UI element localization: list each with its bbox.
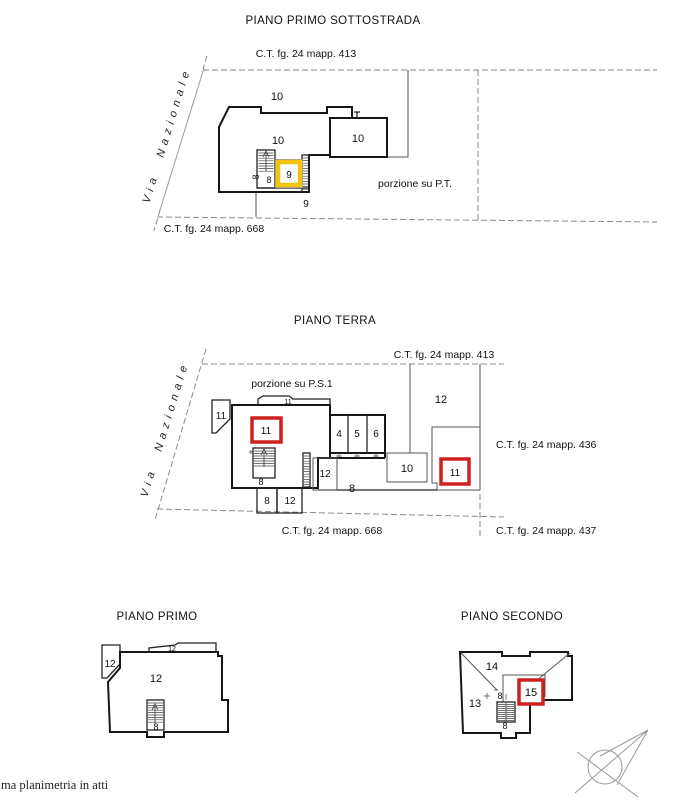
room-label-10-main: 10 — [271, 135, 285, 147]
plan-title: PIANO SECONDO — [460, 611, 564, 623]
room-label-11-highlight: 11 — [260, 426, 272, 437]
portion-label: porzione su P.T. — [378, 178, 452, 190]
room-label-8-upper: 8 — [497, 691, 503, 701]
room-label-12-main: 12 — [149, 673, 163, 685]
parcel-label-437: C.T. fg. 24 mapp. 437 — [496, 525, 597, 537]
building-tab — [258, 396, 330, 405]
roof-slope-lines — [461, 653, 570, 690]
stair-direction-arrow-icon — [261, 449, 267, 467]
plan-title: PIANO PRIMO SOTTOSTRADA — [245, 15, 421, 27]
room-label-15-highlight: 15 — [524, 687, 538, 699]
parcel-label-436: C.T. fg. 24 mapp. 436 — [496, 439, 597, 451]
room-label-8-rotated: 8 — [251, 174, 261, 180]
plan-secondo — [460, 611, 572, 738]
room-label-11-nook: 11 — [215, 411, 227, 422]
plan-title: PIANO TERRA — [293, 315, 377, 327]
parcel-label-668: C.T. fg. 24 mapp. 668 — [163, 223, 265, 235]
room-label-13: 13 — [468, 698, 482, 710]
parcel-label-668: C.T. fg. 24 mapp. 668 — [281, 525, 383, 537]
room-label-10-wing: 10 — [351, 133, 365, 145]
street-label: Via Nazionale — [140, 65, 194, 205]
plan-primo — [102, 611, 228, 737]
portion-label: porzione su P.S.1 — [251, 378, 333, 390]
street-label: Via Nazionale — [138, 359, 192, 499]
compass-needle — [575, 730, 648, 797]
room-label-4: 4 — [336, 429, 342, 440]
north-compass-icon — [575, 730, 648, 797]
room-label-12-lower: 12 — [284, 496, 296, 507]
room-label-10: 10 — [400, 463, 414, 475]
room-label-12-tab: 12 — [168, 646, 176, 653]
parcel-boundary-dashed — [154, 56, 657, 231]
parcel-subdivision-lines — [410, 364, 480, 453]
plan-terra — [139, 315, 597, 537]
parcel-label-413: C.T. fg. 24 mapp. 413 — [393, 349, 495, 361]
room-label-8-stair: 8 — [153, 722, 159, 732]
room-label-12-nook: 12 — [104, 659, 116, 670]
room-label-8: 8 — [266, 175, 272, 185]
room-label-8-lower: 8 — [264, 496, 270, 507]
building-tab — [149, 643, 216, 652]
room-label-8-big: 8 — [348, 483, 356, 495]
room-label-11-tab: 11 — [284, 399, 292, 406]
room-label-8-stair: 8 — [258, 477, 264, 487]
room-label-14: 14 — [485, 661, 499, 673]
parcel-label-12: 12 — [434, 394, 448, 406]
room-label-9-highlight: 9 — [286, 170, 292, 181]
footer-note: ma planimetria in atti — [1, 778, 109, 792]
external-stair-treads-icon — [304, 456, 309, 485]
room-label-8-stair: 8 — [502, 721, 508, 731]
room-label-9-lower: 9 — [303, 199, 309, 210]
parcel-label-413: C.T. fg. 24 mapp. 413 — [255, 48, 357, 60]
external-stair-treads-icon — [303, 158, 308, 189]
building-outline — [108, 652, 228, 737]
room-label-6: 6 — [373, 429, 379, 440]
room-label-5: 5 — [354, 429, 360, 440]
room-label-12-small: 12 — [319, 469, 331, 480]
plan-sottostrada — [141, 15, 657, 235]
plan-title: PIANO PRIMO — [116, 611, 198, 623]
room-label-10-upper: 10 — [270, 91, 284, 103]
room-label-11-right-highlight: 11 — [449, 468, 461, 479]
stair-direction-arrow-icon — [152, 704, 158, 724]
